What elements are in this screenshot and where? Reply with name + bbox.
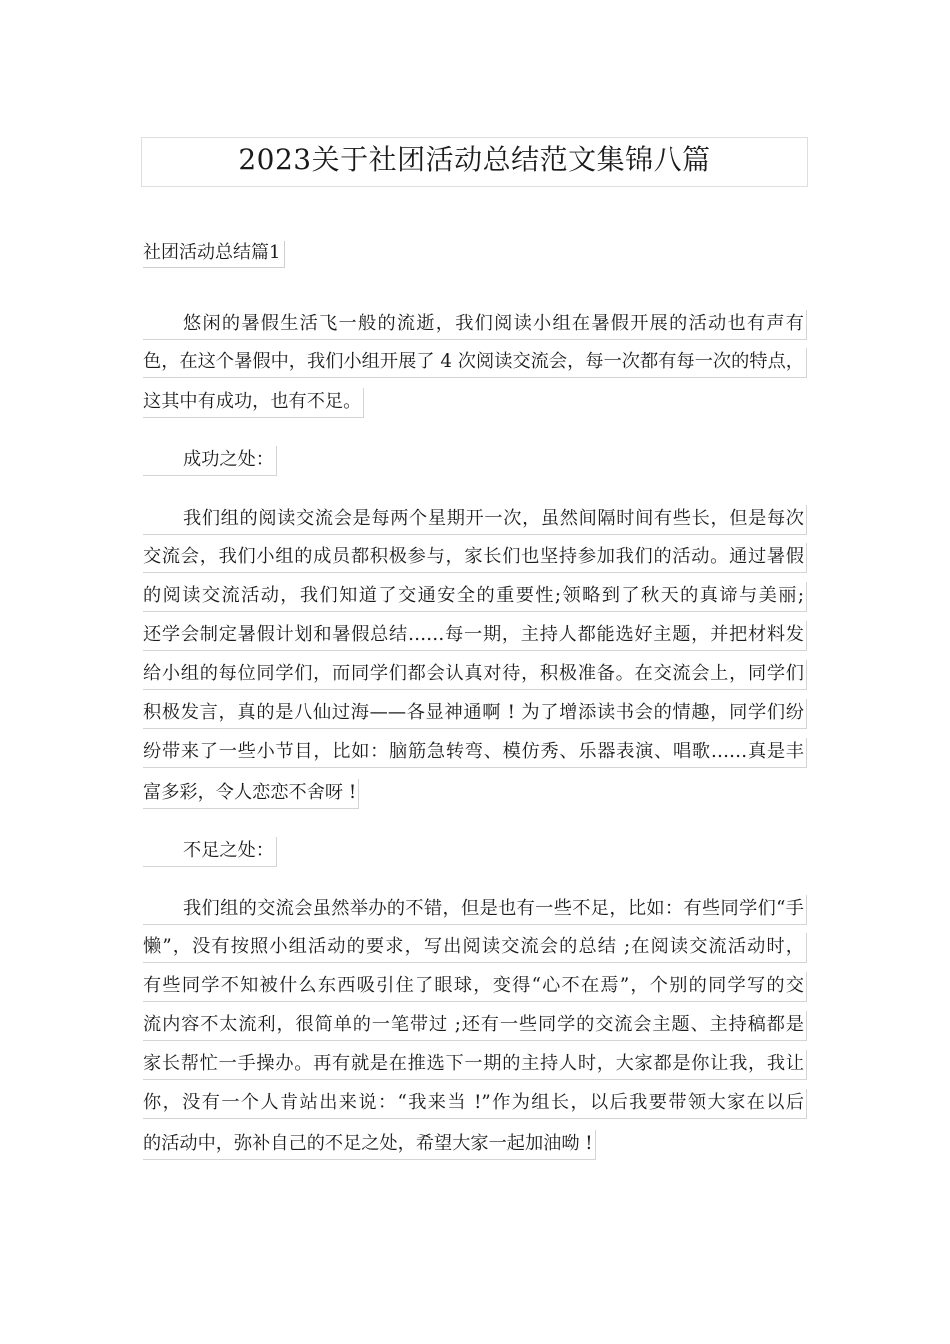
paragraph-line: 懒”，没有按照小组活动的要求，写出阅读交流会的总结 ;在阅读交流活动时， bbox=[143, 933, 807, 963]
paragraph-line: 流内容不太流利，很简单的一笔带过 ;还有一些同学的交流会主题、主持稿都是 bbox=[143, 1011, 807, 1041]
paragraph-line: 你，没有一个人肯站出来说：“我来当 !”作为组长，以后我要带领大家在以后 bbox=[143, 1089, 807, 1119]
paragraph-line: 悠闲的暑假生活飞一般的流逝，我们阅读小组在暑假开展的活动也有声有 bbox=[143, 310, 807, 340]
paragraph-line: 还学会制定暑假计划和暑假总结……每一期，主持人都能选好主题，并把材料发 bbox=[143, 621, 807, 651]
paragraph-line: 我们组的交流会虽然举办的不错，但是也有一些不足，比如：有些同学们“手 bbox=[143, 895, 807, 925]
paragraph-line: 色，在这个暑假中，我们小组开展了 4 次阅读交流会，每一次都有每一次的特点， bbox=[143, 348, 807, 378]
subheading-shortcoming: 不足之处： bbox=[143, 837, 277, 867]
section-heading: 社团活动总结篇1 bbox=[143, 241, 285, 268]
document-title: 2023关于社团活动总结范文集锦八篇 bbox=[141, 137, 808, 187]
paragraph-line: 给小组的每位同学们，而同学们都会认真对待，积极准备。在交流会上，同学们 bbox=[143, 660, 807, 690]
paragraph-line: 富多彩，令人恋恋不舍呀 ! bbox=[143, 779, 359, 809]
paragraph-line: 纷带来了一些小节目，比如：脑筋急转弯、模仿秀、乐器表演、唱歌……真是丰 bbox=[143, 738, 807, 768]
paragraph-line: 交流会，我们小组的成员都积极参与，家长们也坚持参加我们的活动。通过暑假 bbox=[143, 543, 807, 573]
paragraph-line: 家长帮忙一手操办。再有就是在推选下一期的主持人时，大家都是你让我，我让 bbox=[143, 1050, 807, 1080]
paragraph-line: 的活动中，弥补自己的不足之处，希望大家一起加油呦 ! bbox=[143, 1130, 596, 1160]
paragraph-line: 的阅读交流活动，我们知道了交通安全的重要性;领略到了秋天的真谛与美丽; bbox=[143, 582, 807, 612]
paragraph-line: 积极发言，真的是八仙过海——各显神通啊 ! 为了增添读书会的情趣，同学们纷 bbox=[143, 699, 807, 729]
paragraph-line: 有些同学不知被什么东西吸引住了眼球，变得“心不在焉”，个别的同学写的交 bbox=[143, 972, 807, 1002]
paragraph-line: 我们组的阅读交流会是每两个星期开一次，虽然间隔时间有些长，但是每次 bbox=[143, 505, 807, 535]
paragraph-line: 这其中有成功，也有不足。 bbox=[143, 388, 364, 418]
subheading-success: 成功之处： bbox=[143, 446, 277, 476]
